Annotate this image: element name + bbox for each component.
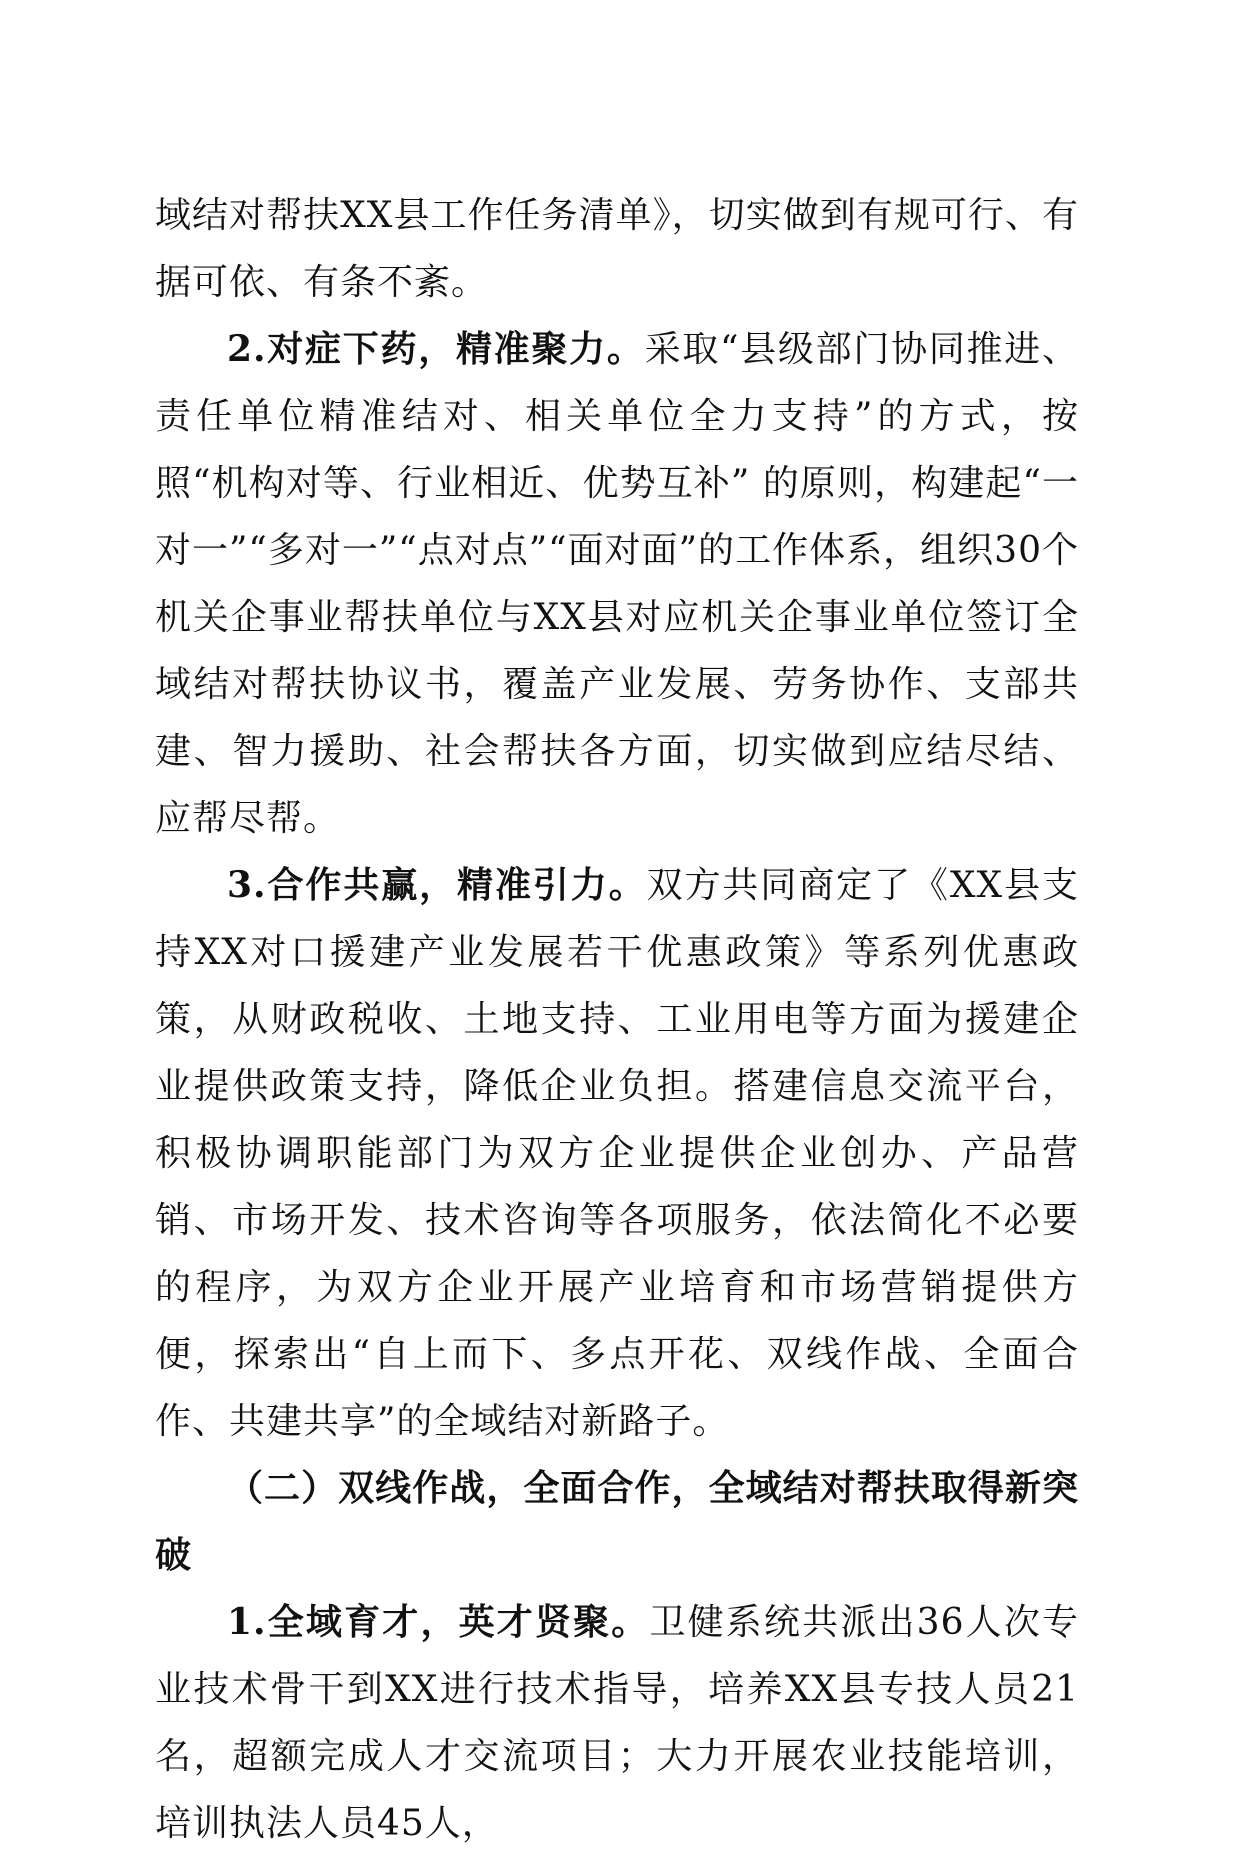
document-page (155, 182, 1079, 1857)
item-3-title: 3.合作共赢，精准引力。 (227, 864, 647, 906)
item-2-body: 采取“县级部门协同推进、责任单位精准结对、相关单位全力支持”的方式，按照“机构对等、行业相近、优势互补” 的原则，构建起“一对一”“多对一”“点对点”“面对面”的工作体系，组织30个机关企事业帮扶单位与XX县对应机关企事业单位签订全域结对帮扶协议书，覆盖产业发展、劳务协作、支部共建、智力援助、社会帮扶各方面，切实做到应结尽结、应帮尽帮。 (155, 329, 1079, 839)
item-3-paragraph (155, 852, 1079, 1455)
item-1-title: 1.全域育才，英才贤聚。 (227, 1601, 650, 1643)
section-2-heading: （二）双线作战，全面合作，全域结对帮扶取得新突破 (155, 1467, 1079, 1576)
intro-paragraph: 域结对帮扶XX县工作任务清单》，切实做到有规可行、有据可依、有条不紊。 (155, 195, 1079, 303)
item-1-paragraph (155, 1589, 1079, 1857)
item-2-title: 2.对症下药，精准聚力。 (227, 328, 645, 370)
item-2-paragraph (155, 316, 1079, 852)
item-1-body: 卫健系统共派出36人次专业技术骨干到XX进行技术指导，培养XX县专技人员21名，超额完成人才交流项目；大力开展农业技能培训，培训执法人员45人， (155, 1602, 1079, 1844)
item-3-body: 双方共同商定了《XX县支持XX对口援建产业发展若干优惠政策》等系列优惠政策，从财政税收、土地支持、工业用电等方面为援建企业提供政策支持，降低企业负担。搭建信息交流平台，积极协调职能部门为双方企业提供企业创办、产品营销、市场开发、技术咨询等各项服务，依法简化不必要的程序，为双方企业开展产业培育和市场营销提供方便，探索出“自上而下、多点开花、双线作战、全面合作、共建共享”的全域结对新路子。 (155, 865, 1079, 1442)
